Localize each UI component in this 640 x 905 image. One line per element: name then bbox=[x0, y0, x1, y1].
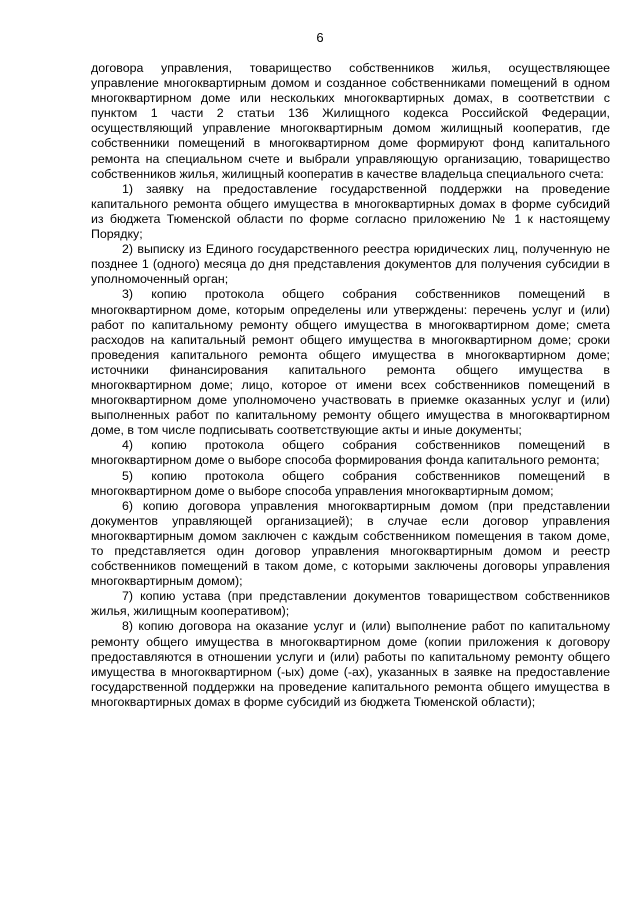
page-number: 6 bbox=[316, 30, 324, 45]
list-item-4: 4) копию протокола общего собрания собственников помещений в многоквартирном доме о выборе способа формирования фонда капитального ремонта; bbox=[91, 438, 610, 468]
list-item-6: 6) копию договора управления многоквартирным домом (при представлении документов управляющей организацией); в случае если договор управления многоквартирным домом заключен с каждым собственником помещения в таком доме, то представляется один договор управления многоквартирным домом и реестр собственников помещений в таком доме, с которыми заключены договоры управления многоквартирным домом); bbox=[91, 498, 610, 589]
list-item-5: 5) копию протокола общего собрания собственников помещений в многоквартирном доме о выборе способа управления многоквартирным домом; bbox=[91, 468, 610, 498]
list-item-8: 8) копию договора на оказание услуг и (или) выполнение работ по капитальному ремонту общего имущества в многоквартирном доме (копии приложения к договору предоставляются в отношении услуги и (или) работы по капитальному ремонту общего имущества в многоквартирном (-ых) доме (-ах), указанных в заявке на предоставление государственной поддержки на проведение капитального ремонта общего имущества в многоквартирных домах в форме субсидий из бюджета Тюменской области); bbox=[91, 619, 610, 709]
list-item-1: 1) заявку на предоставление государственной поддержки на проведение капитального ремонта общего имущества в многоквартирных домах в форме субсидий из бюджета Тюменской области по форме согласно приложению № 1 к настоящему Порядку; bbox=[91, 181, 610, 242]
list-item-7: 7) копию устава (при представлении документов товариществом собственников жилья, жилищным кооперативом); bbox=[91, 589, 610, 619]
list-item-2: 2) выписку из Единого государственного реестра юридических лиц, полученную не позднее 1 (одного) месяца до дня представления документов для получения субсидии в уполномоченный орган; bbox=[91, 242, 610, 287]
document-body bbox=[91, 61, 610, 710]
list-item-3: 3) копию протокола общего собрания собственников помещений в многоквартирном доме, которым определены или утверждены: перечень услуг и (или) работ по капитальному ремонту общего имущества в многоквартирном доме; смета расходов на капитальный ремонт общего имущества в многоквартирном доме; сроки проведения капитального ремонта общего имущества в многоквартирном доме; источники финансирования капитального ремонта общего имущества в многоквартирном доме; лицо, которое от имени всех собственников помещений в многоквартирном доме уполномочено участвовать в приемке оказанных услуг и (или) выполненных работ по капитальному ремонту общего имущества в многоквартирном доме, в том числе подписывать соответствующие акты и иные документы; bbox=[91, 287, 610, 438]
paragraph-intro: договора управления, товарищество собственников жилья, осуществляющее управление многоквартирным домом и созданное собственниками помещений в одном многоквартирном доме или нескольких многоквартирных домах, в соответствии с пунктом 1 части 2 статьи 136 Жилищного кодекса Российской Федерации, осуществляющий управление многоквартирным домом жилищный кооператив, где собственники помещений в многоквартирном доме формируют фонд капитального ремонта на специальном счете и выбрали управляющую организацию, товарищество собственников жилья, жилищный кооператив в качестве владельца специального счета: bbox=[91, 61, 610, 181]
